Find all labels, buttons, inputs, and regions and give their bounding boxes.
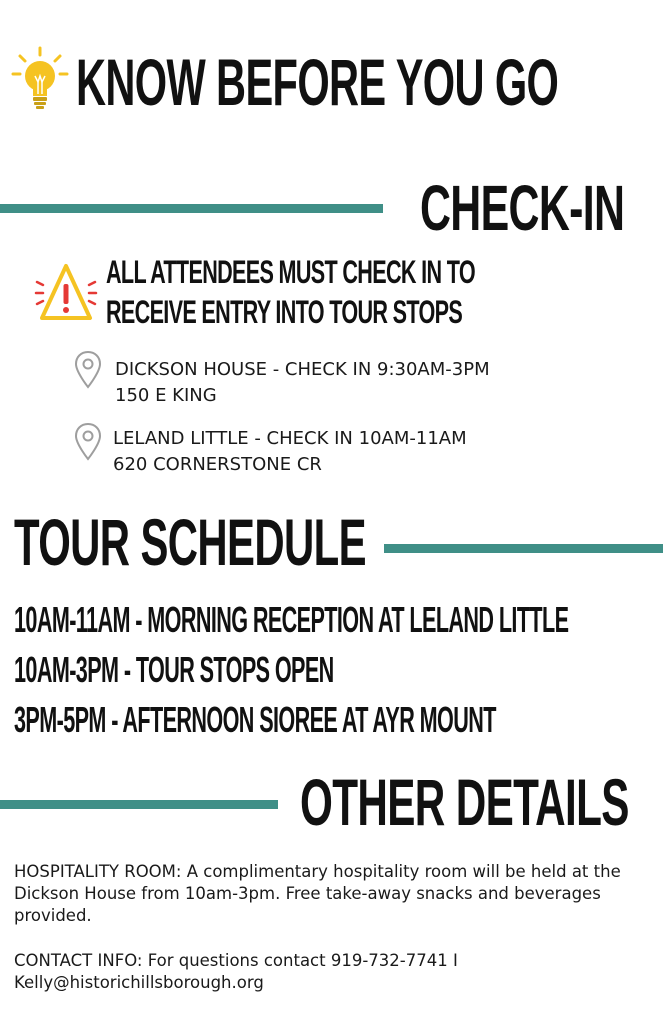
details-heading: OTHER DETAILS — [300, 765, 629, 839]
location-address: 620 CORNERSTONE CR — [113, 454, 322, 475]
contact-paragraph: CONTACT INFO: For questions contact 919-732-7741 I Kelly@historichillsborough.org — [14, 951, 458, 992]
lightbulb-icon — [10, 46, 70, 112]
checkin-notice-line1: ALL ATTENDEES MUST CHECK IN TO — [106, 254, 475, 290]
warning-icon — [34, 260, 98, 326]
checkin-rule — [0, 204, 383, 213]
location-item — [113, 426, 467, 478]
location-name-hours: LELAND LITTLE - CHECK IN 10AM-11AM — [113, 428, 467, 449]
location-pin-icon — [74, 350, 102, 390]
schedule-item: 10AM-11AM - MORNING RECEPTION AT LELAND LITTLE — [14, 599, 569, 640]
location-address: 150 E KING — [115, 385, 217, 406]
schedule-item: 10AM-3PM - TOUR STOPS OPEN — [14, 649, 334, 690]
details-rule — [0, 800, 278, 809]
checkin-heading: CHECK-IN — [420, 172, 625, 244]
schedule-heading: TOUR SCHEDULE — [14, 505, 366, 579]
location-name-hours: DICKSON HOUSE - CHECK IN 9:30AM-3PM — [115, 359, 490, 380]
page-title: KNOW BEFORE YOU GO — [76, 45, 559, 119]
schedule-item: 3PM-5PM - AFTERNOON SIOREE AT AYR MOUNT — [14, 699, 496, 740]
location-item — [115, 357, 490, 409]
location-pin-icon — [74, 422, 102, 462]
checkin-notice-line2: RECEIVE ENTRY INTO TOUR STOPS — [106, 294, 463, 330]
hospitality-paragraph: HOSPITALITY ROOM: A complimentary hospitality room will be held at the Dickson House from 10am-3pm. Free take-away snacks and beverages provided. — [14, 862, 621, 925]
schedule-rule — [384, 544, 663, 553]
